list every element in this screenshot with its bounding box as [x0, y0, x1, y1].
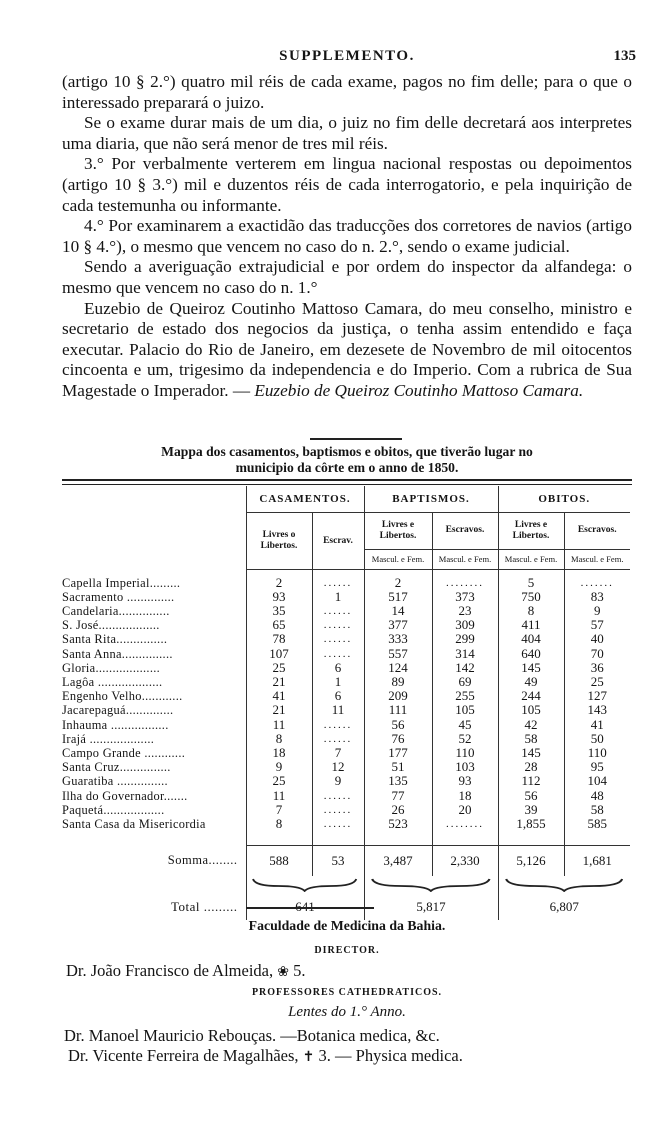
mappa-table	[62, 486, 630, 920]
table-row	[62, 689, 630, 703]
group-header-obitos: OBITOS.	[498, 486, 630, 513]
cell-obi-livres: 145	[498, 661, 564, 675]
cell-bap-livres: 517	[364, 590, 432, 604]
cell-bap-escrav: 18	[432, 789, 498, 803]
somma-row	[62, 845, 630, 876]
table-row	[62, 604, 630, 618]
cell-cas-livres: 11	[246, 789, 312, 803]
table-row	[62, 760, 630, 774]
lente-line: Dr. Manoel Mauricio Rebouças. —Botanica medica, &c.	[64, 1026, 440, 1045]
cell-obi-livres: 42	[498, 718, 564, 732]
parish-name: Ilha do Governador.......	[62, 788, 188, 803]
paragraph: (artigo 10 § 2.°) quatro mil réis de cada exame, pagos no fim delle; para o que o interessado preparará o juizo.	[62, 72, 632, 112]
table-row	[62, 647, 630, 661]
cell-obi-escrav: 58	[564, 803, 630, 817]
cell-obi-escrav: 83	[564, 590, 630, 604]
cell-bap-escrav: 93	[432, 774, 498, 788]
cell-obi-escrav: 110	[564, 746, 630, 760]
cell-cas-escrav: 6	[312, 661, 364, 675]
cell-cas-escrav: ......	[312, 803, 364, 817]
group-header-baptismos: BAPTISMOS.	[364, 486, 498, 513]
brace-row	[62, 876, 630, 894]
director-line	[66, 961, 305, 981]
cell-bap-escrav: 23	[432, 604, 498, 618]
cell-bap-livres: 333	[364, 632, 432, 646]
cell-bap-escrav: 52	[432, 732, 498, 746]
subheader-cas-livres: Livres o Libertos.	[246, 513, 312, 570]
cell-bap-livres: 26	[364, 803, 432, 817]
subheader-bap-escrav: Escravos.	[432, 513, 498, 550]
cell-obi-livres: 112	[498, 774, 564, 788]
cell-obi-escrav: 9	[564, 604, 630, 618]
table-title	[62, 444, 632, 476]
decree-text	[62, 72, 632, 402]
cell-cas-escrav: ......	[312, 789, 364, 803]
cell-bap-escrav: 255	[432, 689, 498, 703]
cell-cas-livres: 21	[246, 703, 312, 717]
cell-bap-livres: 377	[364, 618, 432, 632]
cell-obi-escrav: .......	[564, 576, 630, 590]
cell-bap-livres: 124	[364, 661, 432, 675]
brace-obitos	[498, 876, 630, 894]
director-order-number: 5.	[293, 961, 306, 980]
total-baptismos: 5,817	[364, 894, 498, 920]
lente-subject: 3. — Physica medica.	[318, 1046, 463, 1065]
cell-bap-livres: 89	[364, 675, 432, 689]
somma-bap-livres: 3,487	[364, 845, 432, 876]
table-row	[62, 718, 630, 732]
cell-bap-livres: 77	[364, 789, 432, 803]
cell-obi-livres: 750	[498, 590, 564, 604]
cell-cas-livres: 93	[246, 590, 312, 604]
lentes-heading: Lentes do 1.° Anno.	[288, 1004, 406, 1020]
cell-cas-escrav: 1	[312, 590, 364, 604]
cell-bap-livres: 209	[364, 689, 432, 703]
cell-bap-escrav: 142	[432, 661, 498, 675]
lente-line	[68, 1046, 463, 1066]
cell-obi-livres: 404	[498, 632, 564, 646]
table-row	[62, 789, 630, 803]
cell-bap-escrav: ........	[432, 817, 498, 831]
table-row	[62, 774, 630, 788]
cell-cas-livres: 41	[246, 689, 312, 703]
cell-obi-livres: 8	[498, 604, 564, 618]
subheader-mascfem: Mascul. e Fem.	[498, 549, 564, 569]
cell-bap-escrav: 314	[432, 647, 498, 661]
parish-name: Sacramento ..............	[62, 589, 175, 604]
cell-obi-escrav: 40	[564, 632, 630, 646]
cell-bap-livres: 51	[364, 760, 432, 774]
cell-cas-livres: 2	[246, 576, 312, 590]
cell-cas-livres: 65	[246, 618, 312, 632]
subheader-mascfem: Mascul. e Fem.	[432, 549, 498, 569]
table-row	[62, 576, 630, 590]
cell-cas-livres: 11	[246, 718, 312, 732]
cell-cas-escrav: ......	[312, 632, 364, 646]
cell-bap-livres: 523	[364, 817, 432, 831]
table-row	[62, 817, 630, 831]
subheader-bap-livres: Livres e Libertos.	[364, 513, 432, 550]
cell-bap-livres: 2	[364, 576, 432, 590]
parish-name: Campo Grande ............	[62, 745, 186, 760]
cell-cas-escrav: 12	[312, 760, 364, 774]
rose-order-icon: ❀	[277, 965, 289, 980]
cell-cas-escrav: ......	[312, 732, 364, 746]
cell-bap-livres: 557	[364, 647, 432, 661]
cell-obi-escrav: 70	[564, 647, 630, 661]
cell-cas-livres: 35	[246, 604, 312, 618]
cell-cas-escrav: 1	[312, 675, 364, 689]
cell-bap-livres: 135	[364, 774, 432, 788]
somma-cas-escrav: 53	[312, 845, 364, 876]
cell-obi-escrav: 41	[564, 718, 630, 732]
cell-obi-livres: 56	[498, 789, 564, 803]
table-row	[62, 618, 630, 632]
cell-cas-escrav: ......	[312, 817, 364, 831]
cell-obi-escrav: 104	[564, 774, 630, 788]
table-row	[62, 732, 630, 746]
group-header-casamentos: CASAMENTOS.	[246, 486, 364, 513]
page-number: 135	[613, 48, 636, 64]
cell-cas-livres: 18	[246, 746, 312, 760]
brace-baptismos	[364, 876, 498, 894]
running-head	[62, 48, 636, 70]
cell-cas-escrav: 6	[312, 689, 364, 703]
cell-bap-escrav: 69	[432, 675, 498, 689]
cell-bap-escrav: ........	[432, 576, 498, 590]
cell-cas-escrav: 11	[312, 703, 364, 717]
paragraph: 4.° Por examinarem a exactidão das traducções dos corretores de navios (artigo 10 § 4.°), o mesmo que vencem no caso do n. 2.°, sendo o exame judicial.	[62, 216, 632, 256]
cell-cas-livres: 7	[246, 803, 312, 817]
cell-bap-livres: 111	[364, 703, 432, 717]
cell-obi-escrav: 25	[564, 675, 630, 689]
cell-obi-escrav: 36	[564, 661, 630, 675]
cell-cas-livres: 8	[246, 817, 312, 831]
parish-name: Santa Cruz...............	[62, 760, 171, 775]
cell-obi-escrav: 127	[564, 689, 630, 703]
parish-name: Engenho Velho............	[62, 689, 183, 704]
somma-obi-livres: 5,126	[498, 845, 564, 876]
lente-name: Dr. Vicente Ferreira de Magalhães,	[68, 1046, 299, 1065]
cell-obi-escrav: 585	[564, 817, 630, 831]
cell-obi-livres: 105	[498, 703, 564, 717]
table-row	[62, 590, 630, 604]
cell-bap-livres: 56	[364, 718, 432, 732]
faculdade-title: Faculdade de Medicina da Bahia.	[248, 918, 446, 933]
cell-bap-escrav: 103	[432, 760, 498, 774]
table-title-line: municipio da côrte em o anno de 1850.	[235, 460, 459, 475]
parish-name: Inhauma .................	[62, 717, 169, 732]
cell-obi-escrav: 95	[564, 760, 630, 774]
cell-bap-livres: 177	[364, 746, 432, 760]
section-divider	[310, 438, 402, 440]
cell-obi-livres: 145	[498, 746, 564, 760]
professores-heading: PROFESSORES CATHEDRATICOS.	[251, 987, 443, 998]
director-name: Dr. João Francisco de Almeida,	[66, 961, 274, 980]
cell-obi-livres: 411	[498, 618, 564, 632]
cell-bap-livres: 76	[364, 732, 432, 746]
parish-name: Jacarepaguá..............	[62, 703, 174, 718]
parish-name: Gloria...................	[62, 660, 161, 675]
cell-cas-escrav: 9	[312, 774, 364, 788]
table-row	[62, 803, 630, 817]
paragraph: 3.° Por verbalmente verterem em lingua nacional respostas ou depoimentos (artigo 10 § 3.°) mil e duzentos réis de cada interrogatorio, e pela inquirição de cada testemunha ou informante.	[62, 154, 632, 215]
cell-obi-livres: 640	[498, 647, 564, 661]
cell-cas-escrav: ......	[312, 647, 364, 661]
cell-obi-escrav: 143	[564, 703, 630, 717]
cell-cas-escrav: ......	[312, 576, 364, 590]
paragraph-text: Euzebio de Queiroz Coutinho Mattoso Camara, do meu conselho, ministro e secretario de estado dos negocios da justiça, o tenha assim entendido e faça executar. Palacio do Rio de Janeiro, em dezesete de Novembro de mil oitocentos cincoenta e um, trigesimo da independencia e do Imperio. Com a rubrica de Sua Magestade o Imperador. —	[62, 298, 632, 400]
somma-bap-escrav: 2,330	[432, 845, 498, 876]
subheader-mascfem: Mascul. e Fem.	[564, 549, 630, 569]
cell-cas-livres: 8	[246, 732, 312, 746]
table-row	[62, 703, 630, 717]
parish-name: Santa Anna...............	[62, 646, 173, 661]
cell-cas-livres: 9	[246, 760, 312, 774]
cross-order-icon: ✝	[302, 1050, 315, 1065]
cell-obi-livres: 28	[498, 760, 564, 774]
running-head-title: SUPPLEMENTO.	[279, 48, 415, 64]
cell-bap-livres: 14	[364, 604, 432, 618]
section-divider	[246, 907, 374, 909]
cell-bap-escrav: 309	[432, 618, 498, 632]
cell-obi-livres: 39	[498, 803, 564, 817]
subheader-cas-escrav: Escrav.	[312, 513, 364, 570]
cell-obi-escrav: 57	[564, 618, 630, 632]
total-label: Total .........	[170, 898, 238, 914]
subheader-obi-livres: Livres e Libertos.	[498, 513, 564, 550]
cell-obi-livres: 1,855	[498, 817, 564, 831]
somma-cas-livres: 588	[246, 845, 312, 876]
total-obitos: 6,807	[498, 894, 630, 920]
director-heading: DIRECTOR.	[314, 945, 380, 956]
paragraph: Sendo a averiguação extrajudicial e por ordem do inspector da alfandega: o mesmo que vencem no caso do n. 1.°	[62, 257, 632, 297]
cell-bap-escrav: 20	[432, 803, 498, 817]
somma-obi-escrav: 1,681	[564, 845, 630, 876]
cell-cas-livres: 25	[246, 774, 312, 788]
cell-cas-livres: 78	[246, 632, 312, 646]
group-header-row	[62, 486, 630, 513]
cell-bap-escrav: 45	[432, 718, 498, 732]
cell-cas-livres: 25	[246, 661, 312, 675]
subheader-row	[62, 513, 630, 550]
brace-casamentos	[246, 876, 364, 894]
paragraph: Se o exame durar mais de um dia, o juiz no fim delle decretará aos interpretes uma diaria, que não será menor de tres mil réis.	[62, 113, 632, 153]
parish-name: Santa Casa da Misericordia	[62, 816, 206, 831]
table-row	[62, 675, 630, 689]
cell-bap-escrav: 373	[432, 590, 498, 604]
parish-name: Capella Imperial.........	[62, 575, 181, 590]
signature: Euzebio de Queiroz Coutinho Mattoso Camara.	[254, 380, 584, 400]
cell-cas-escrav: ......	[312, 718, 364, 732]
cell-cas-escrav: ......	[312, 618, 364, 632]
parish-name: Paquetá..................	[62, 802, 165, 817]
table-row	[62, 661, 630, 675]
cell-bap-escrav: 105	[432, 703, 498, 717]
somma-label: Somma........	[167, 852, 238, 867]
cell-obi-escrav: 48	[564, 789, 630, 803]
table-title-line: Mappa dos casamentos, baptismos e obitos, que tiverão lugar no	[161, 444, 533, 459]
closing-paragraph	[62, 299, 632, 402]
parish-name: Candelaria...............	[62, 603, 170, 618]
cell-obi-livres: 244	[498, 689, 564, 703]
subheader-obi-escrav: Escravos.	[564, 513, 630, 550]
subheader-mascfem: Mascul. e Fem.	[364, 549, 432, 569]
parish-name: Irajá ...................	[62, 731, 155, 746]
parish-name: Lagôa ...................	[62, 674, 163, 689]
table-top-rule	[62, 479, 632, 485]
cell-obi-livres: 5	[498, 576, 564, 590]
cell-cas-escrav: 7	[312, 746, 364, 760]
cell-bap-escrav: 299	[432, 632, 498, 646]
parish-name: Santa Rita...............	[62, 632, 168, 647]
parish-name: Guaratiba ...............	[62, 774, 168, 789]
parish-name: S. José..................	[62, 618, 160, 633]
cell-obi-livres: 58	[498, 732, 564, 746]
cell-cas-livres: 21	[246, 675, 312, 689]
cell-obi-escrav: 50	[564, 732, 630, 746]
table-row	[62, 632, 630, 646]
cell-cas-escrav: ......	[312, 604, 364, 618]
cell-obi-livres: 49	[498, 675, 564, 689]
table-row	[62, 746, 630, 760]
cell-cas-livres: 107	[246, 647, 312, 661]
cell-bap-escrav: 110	[432, 746, 498, 760]
